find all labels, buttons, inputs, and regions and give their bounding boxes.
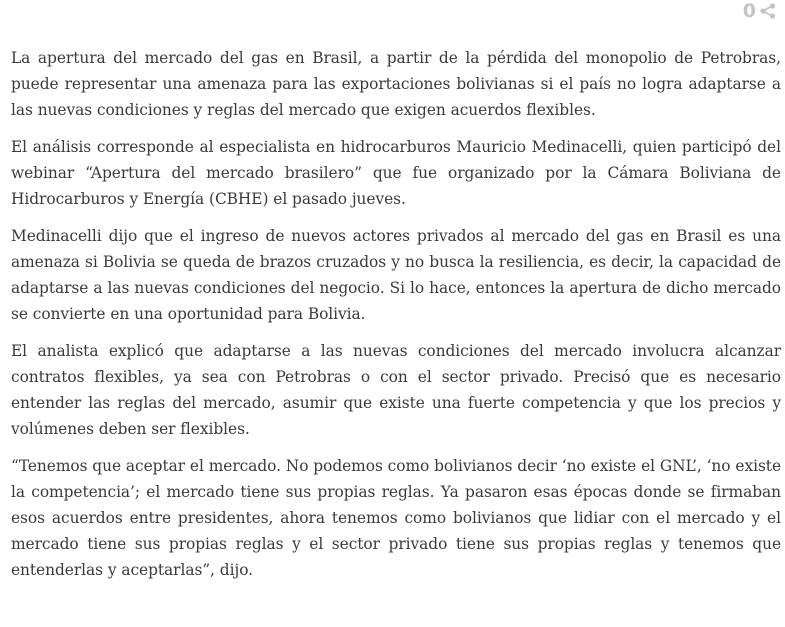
share-icon[interactable] <box>759 2 777 20</box>
article-paragraph: Medinacelli dijo que el ingreso de nuevos actores privados al mercado del gas en Brasil es una amenaza si Bolivia se queda de brazos cruzados y no busca la resiliencia, es decir, la capacidad de adaptarse a las nuevas condiciones del negocio. Si lo hace, entonces la apertura de dicho mercado se convierte en una oportunidad para Bolivia. <box>11 227 781 323</box>
share-count: 0 <box>742 0 756 22</box>
share-bar[interactable] <box>743 0 777 22</box>
article-paragraph: “Tenemos que aceptar el mercado. No podemos como bolivianos decir ‘no existe el GNL’, ‘no existe la competencia’; el mercado tiene sus propias reglas. Ya pasaron esas épocas donde se firmaban esos acuerdos entre presidentes, ahora tenemos como bolivianos que lidiar con el mercado y el mercado tiene sus propias reglas y el sector privado tiene sus propias reglas y tenemos que entenderlas y aceptarlas”, dijo. <box>11 457 781 579</box>
article-paragraph: El análisis corresponde al especialista en hidrocarburos Mauricio Medinacelli, quien participó del webinar “Apertura del mercado brasilero” que fue organizado por la Cámara Boliviana de Hidrocarburos y Energía (CBHE) el pasado jueves. <box>11 138 781 208</box>
article-body <box>11 45 781 594</box>
article-paragraph: El analista explicó que adaptarse a las nuevas condiciones del mercado involucra alcanzar contratos flexibles, ya sea con Petrobras o con el sector privado. Precisó que es necesario entender las reglas del mercado, asumir que existe una fuerte competencia y que los precios y volúmenes deben ser flexibles. <box>11 342 781 438</box>
article-paragraph: La apertura del mercado del gas en Brasil, a partir de la pérdida del monopolio de Petrobras, puede representar una amenaza para las exportaciones bolivianas si el país no logra adaptarse a las nuevas condiciones y reglas del mercado que exigen acuerdos flexibles. <box>11 49 781 119</box>
